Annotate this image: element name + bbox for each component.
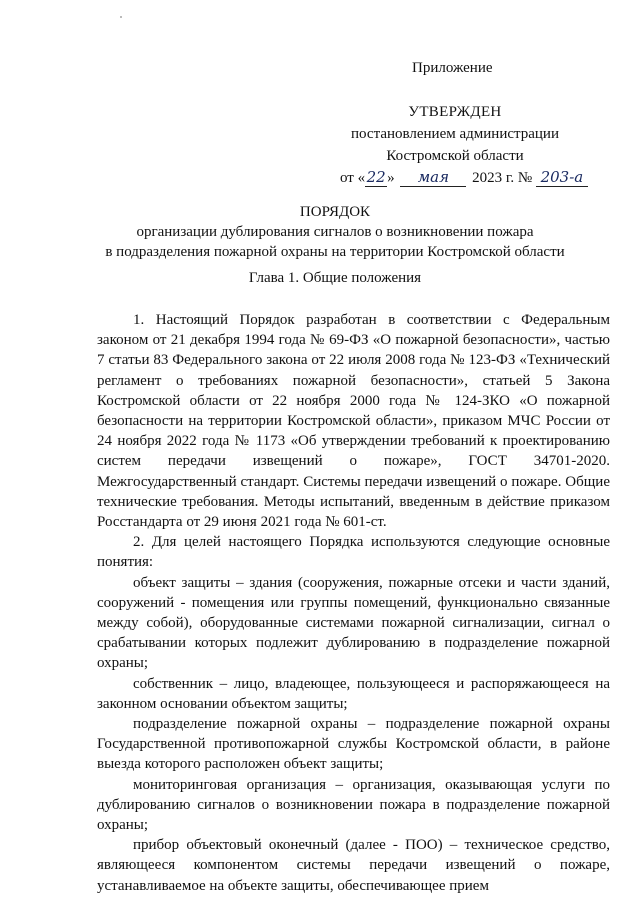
document-subtitle-line2: в подразделения пожарной охраны на территории Костромской области xyxy=(105,244,565,260)
handwritten-day: 22 xyxy=(366,168,386,186)
appendix-label: Приложение xyxy=(412,60,493,76)
approved-by-line1: постановлением администрации xyxy=(351,126,559,142)
chapter-heading: Глава 1. Общие положения xyxy=(248,270,422,286)
scan-dot xyxy=(120,16,122,18)
approval-block xyxy=(330,101,584,189)
document-subtitle-line1: организации дублирования сигналов о возникновении пожара xyxy=(136,224,534,240)
approval-date-line xyxy=(330,167,584,189)
paragraph: мониторинговая организация – организация, оказывающая услуги по дублированию сигналов о возникновении пожара в подразделение пожарной охраны; xyxy=(97,776,610,834)
document-heading: ПОРЯДОК xyxy=(299,204,371,220)
date-year: 2023 г. № xyxy=(472,170,533,186)
paragraph: 2. Для целей настоящего Порядка используются следующие основные понятия: xyxy=(97,534,610,571)
date-prefix: от « xyxy=(340,170,366,186)
handwritten-doc-number: 203-а xyxy=(536,168,588,187)
approved-heading: УТВЕРЖДЕН xyxy=(408,104,502,120)
handwritten-month: мая xyxy=(400,168,466,187)
paragraph: объект защиты – здания (сооружения, пожарные отсеки и части зданий, сооружений - помещения или группы помещений, функционально связанные между собой), оборудованные системами пожарной сигнализации, сигнал о срабатывании которых подлежит дублированию в подразделение пожарной охраны; xyxy=(97,574,610,672)
paragraph: подразделение пожарной охраны – подразделение пожарной охраны Государственной противопожарной службы Костромской области, в районе выезда которого расположен объект защиты; xyxy=(97,716,610,773)
approved-by-line2: Костромской области xyxy=(386,148,524,164)
paragraph: прибор объектовый оконечный (далее - ПОО) – техническое средство, являющееся компонентом системы передачи извещений о пожаре, устанавливаемое на объекте защиты, обеспечивающее прием xyxy=(97,837,610,894)
paragraph: 1. Настоящий Порядок разработан в соответствии с Федеральным законом от 21 декабря 1994 года № 69-ФЗ «О пожарной безопасности», частью 7 статьи 83 Федерального закона от 22 июля 2008 года № 123-ФЗ «Технический регламент о требованиях пожарной безопасности», статьей 5 Закона Костромской области от 22 ноября 2000 года № 124-ЗКО «О пожарной безопасности на территории Костромской области», приказом МЧС России от 24 ноября 2022 года № 1173 «Об утверждении требований к проектированию систем передачи извещений о пожаре», ГОСТ 34701-2020. Межгосударственный стандарт. Системы передачи извещений о пожаре. Общие технические требования. Методы испытаний, введенным в действие приказом Росстандарта от 29 июня 2021 года № 601-ст. xyxy=(97,312,610,531)
document-title-block xyxy=(60,202,610,262)
date-mid: » xyxy=(387,170,395,186)
body-text xyxy=(97,310,610,896)
paragraph: собственник – лицо, владеющее, пользующееся и распоряжающееся на законном основании объектом защиты; xyxy=(97,675,610,712)
